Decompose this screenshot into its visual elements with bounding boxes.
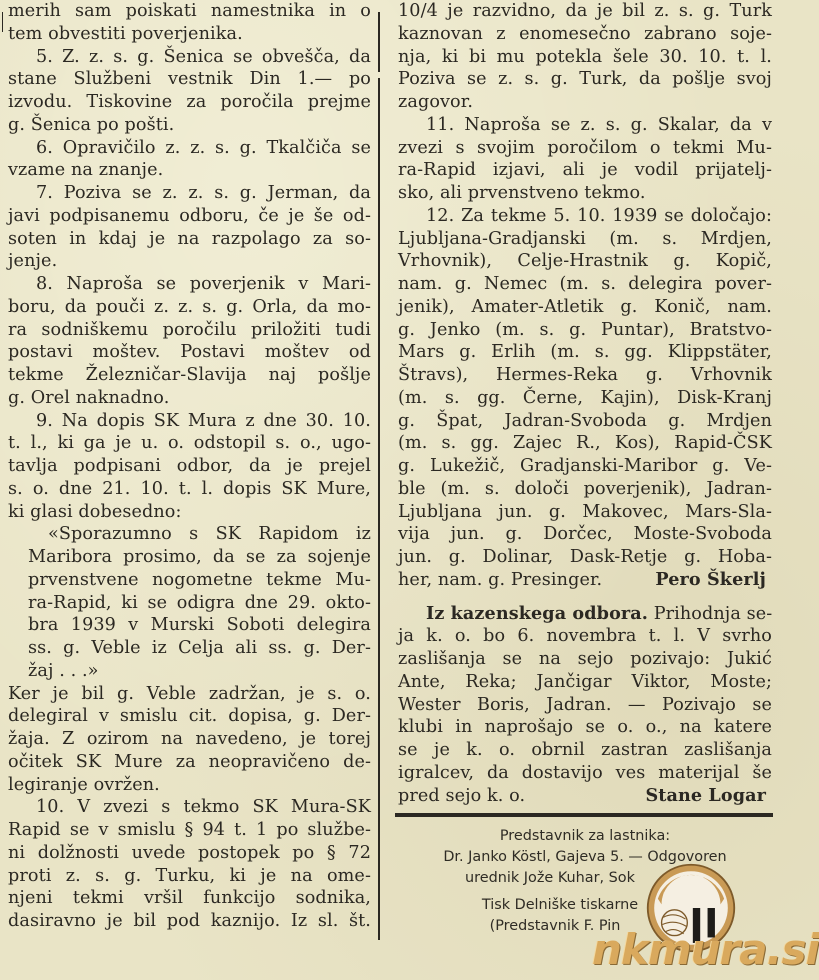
- text-line: ki glasi dobesedno:: [8, 501, 182, 522]
- text-line: proti z. s. g. Turku, ki je na ome-: [8, 865, 371, 886]
- text-line: Mars g. Erlih (m. s. gg. Klippstäter,: [398, 342, 772, 363]
- text-line: tem obvestiti poverjenika.: [8, 23, 243, 44]
- text-line: [398, 569, 772, 592]
- text-line: tavlja podpisani odbor, da je prejel: [8, 456, 371, 476]
- quote-line: žaj . . .»: [28, 660, 99, 681]
- text-line: 11. Naproša se z. s. g. Skalar, da v: [426, 114, 772, 135]
- quote-line: bra 1939 v Murski Soboti delegira: [28, 615, 371, 636]
- text-line: stane Službeni vestnik Din 1.— po: [8, 69, 371, 90]
- text-line-content: Prihodnja se-: [653, 603, 773, 624]
- section-heading: Iz kazenskega odbora.: [426, 602, 648, 624]
- text-line: zaslišanja se na sejo pozivajo: Jukić: [398, 649, 772, 669]
- text-line: Wester Boris, Jadran. — Pozivajo se: [398, 694, 772, 715]
- text-line: g. Špat, Jadran-Svoboda g. Mrdjen: [398, 410, 772, 431]
- text-line: g. Lukežič, Gradjanski-Maribor g. Ve-: [398, 456, 772, 476]
- text-line: jenje.: [8, 251, 58, 272]
- column-divider: [378, 78, 380, 940]
- text-line: soten in kdaj je na razpolago za so-: [8, 228, 371, 249]
- imprint-line: urednik Jože Kuhar, Sok: [465, 870, 635, 886]
- text-line: Poziva se z. s. g. Turk, da pošlje svoj: [398, 69, 772, 90]
- signature-pero-skerlj: Pero Škerlj: [655, 568, 766, 590]
- column-divider-top: [378, 12, 380, 72]
- text-line-content: pred sejo k. o.: [398, 785, 526, 806]
- text-line: Ljubljana jun. g. Makovec, Mars-Sla-: [398, 501, 772, 522]
- logo-name: N.K.MURA: [662, 891, 720, 903]
- text-line: Štravs), Hermes-Reka g. Vrhovnik: [398, 365, 772, 385]
- text-line: ble (m. s. določi poverjenik), Jadran-: [398, 478, 772, 499]
- text-line: (m. s. gg. Černe, Kajin), Disk-Kranj: [398, 387, 772, 408]
- text-line: ja k. o. bo 6. novembra t. l. V svrho: [398, 626, 772, 647]
- section-divider: [395, 813, 773, 817]
- text-line: delegiral v smislu cit. dopisa, g. Der-: [8, 706, 371, 727]
- quote-line: Maribora prosimo, da se za sojenje: [28, 547, 371, 567]
- text-line: 12. Za tekme 5. 10. 1939 se določajo:: [426, 205, 772, 226]
- text-line: [398, 785, 772, 808]
- text-line: izvodu. Tiskovine za poročila prejme: [8, 92, 371, 112]
- text-line: 5. Z. z. s. g. Šenica se obvešča, da: [36, 46, 371, 67]
- text-line: 9. Na dopis SK Mura z dne 30. 10.: [36, 410, 371, 431]
- text-line: g. Šenica po pošti.: [8, 114, 175, 135]
- text-line: 8. Naproša se poverjenik v Mari-: [36, 274, 371, 294]
- text-line: g. Jenko (m. s. g. Puntar), Bratstvo-: [398, 319, 772, 340]
- text-line: njeni tekmi vršil funkcijo sodnika,: [8, 888, 371, 909]
- left-edge-rule: [2, 12, 3, 32]
- text-line: se je k. o. obrnil zastran zaslišanja: [398, 740, 772, 760]
- text-line: zvezi s svojim poročilom o tekmi Mu-: [398, 137, 772, 158]
- text-line: 10/4 je razvidno, da je bil z. s. g. Turk: [398, 1, 772, 21]
- text-line: Rapid se v smislu § 94 t. 1 po službe-: [8, 820, 371, 840]
- text-line: (m. s. gg. Zajec R., Kos), Rapid-ČSK: [398, 433, 772, 454]
- watermark-text: nkmura.si: [592, 925, 819, 974]
- imprint-line: Dr. Janko Köstl, Gajeva 5. — Odgovoren: [443, 849, 727, 865]
- text-line: Ker je bil g. Veble zadržan, je s. o.: [8, 683, 371, 704]
- text-line: kaznovan z enomesečno zabrano soje-: [398, 23, 772, 44]
- text-line: Ljubljana-Gradjanski (m. s. Mrdjen,: [398, 228, 772, 249]
- text-line: jun. g. Dolinar, Dask-Retje g. Hoba-: [398, 547, 772, 567]
- text-line: sko, ali prvenstveno tekmo.: [398, 183, 646, 203]
- text-line: nam. g. Nemec (m. s. delegira pover-: [398, 274, 772, 294]
- text-line: ra-Rapid izjavi, ali je vodil prijatelj-: [398, 160, 772, 181]
- text-line: nja, ki bi mu potekla šele 30. 10. t. l.: [398, 46, 772, 67]
- quote-line: prvenstvene nogometne tekme Mu-: [28, 569, 371, 590]
- text-line: očitek SK Mure za neopravičeno de-: [8, 751, 371, 772]
- text-line: g. Orel naknadno.: [8, 387, 170, 408]
- text-line: žaja. Z ozirom na navedeno, je torej: [8, 729, 371, 749]
- signature-stane-logar: Stane Logar: [645, 784, 766, 806]
- text-line: 6. Opravičilo z. z. s. g. Tkalčiča se: [36, 137, 371, 158]
- left-column: [8, 0, 371, 933]
- text-line: Ante, Reka; Jančigar Viktor, Moste;: [398, 671, 772, 692]
- text-line: legiranje ovržen.: [8, 774, 160, 795]
- text-line: s. o. dne 21. 10. t. l. dopis SK Mure,: [8, 478, 371, 499]
- text-line: igralcev, da dostavijo ves materijal še: [398, 762, 772, 783]
- text-line: 10. V zvezi s tekmo SK Mura-SK: [36, 797, 371, 818]
- imprint-line: Predstavnik za lastnika:: [499, 828, 671, 844]
- text-line: vzame na znanje.: [8, 160, 164, 181]
- text-line-content: her, nam. g. Presinger.: [398, 569, 603, 590]
- text-line: boru, da pouči z. z. s. g. Orla, da mo-: [8, 296, 371, 317]
- text-line: Vrhovnik), Celje-Hrastnik g. Kopič,: [398, 251, 772, 272]
- right-column: [398, 0, 772, 807]
- text-line: ni dolžnosti uvede postopek po § 72: [8, 842, 371, 863]
- text-line: merih sam poiskati namestnika in o: [8, 1, 371, 21]
- text-line: klubi in naprošajo se o. o., na katere: [398, 717, 772, 738]
- imprint-line: (Predstavnik F. Pin: [489, 918, 621, 934]
- text-line: tekme Železničar-Slavija naj pošlje: [8, 365, 371, 385]
- text-line: vija jun. g. Dorčec, Moste-Svoboda: [398, 524, 772, 545]
- text-line: ra sodniškemu poročilu priložiti tudi: [8, 319, 371, 340]
- quote-line: «Sporazumno s SK Rapidom iz: [48, 524, 371, 545]
- text-line: t. l., ki ga je u. o. odstopil s. o., ugo-: [8, 433, 371, 454]
- text-line: javi podpisanemu odboru, če je še od-: [8, 205, 371, 226]
- text-line: dasiravno je bil pod kaznijo. Iz sl. št.: [8, 911, 371, 931]
- text-line: postavi moštev. Postavi moštev od: [8, 342, 371, 363]
- text-line: jenik), Amater-Atletik g. Konič, nam.: [398, 296, 772, 317]
- quote-line: ra-Rapid, ki se odigra dne 29. okto-: [28, 592, 371, 613]
- text-line: 7. Poziva se z. z. s. g. Jerman, da: [36, 183, 371, 203]
- text-line: [398, 603, 772, 626]
- quote-line: ss. g. Veble iz Celja ali ss. g. Der-: [28, 638, 371, 658]
- text-line: zagovor.: [398, 92, 474, 112]
- imprint-line: Tisk Delniške tiskarne: [481, 897, 639, 913]
- logo-year: 1924: [678, 871, 704, 883]
- paragraph-gap: [398, 592, 772, 603]
